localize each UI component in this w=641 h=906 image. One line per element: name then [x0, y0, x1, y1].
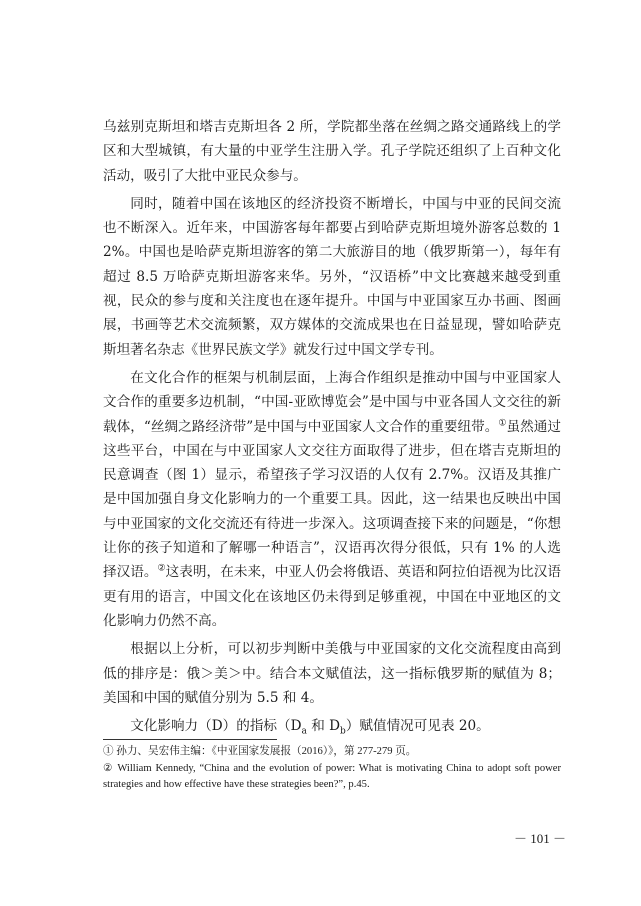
- paragraph-text: ）赋值情况可见表 20。: [345, 718, 490, 735]
- paragraph-text: 乌兹别克斯坦和塔吉克斯坦各 2 所，学院都坐落在丝绸之路交通路线上的学区和大型城镇，有大量的中亚学生注册入学。孔子学院还组织了上百种文化活动，吸引了大批中亚民众参与。: [103, 119, 561, 184]
- subscript: a: [301, 726, 307, 737]
- paragraph-text: 根据以上分析，可以初步判断中美俄与中亚国家的文化交流程度由高到低的排序是：俄＞美＞中。结合本文赋值法，这一指标俄罗斯的赋值为 8；美国和中国的赋值分别为 5.5 和 4。: [103, 641, 561, 706]
- paragraph-text: 这表明，在未来，中亚人仍会将俄语、英语和阿拉伯语视为比汉语更有用的语言，中国文化在该地区仍未得到足够重视，中国在中亚地区的文化影响力仍然不高。: [103, 564, 561, 629]
- page-number: － 101 －: [513, 831, 566, 846]
- subscript: b: [340, 726, 346, 737]
- footnote-ref: ①: [498, 418, 507, 429]
- paragraph-text: 文化影响力（D）的指标（D: [130, 718, 302, 735]
- paragraph-text: 在文化合作的框架与机制层面，上海合作组织是推动中国与中亚国家人文合作的重要多边机制，“中国-亚欧博览会”是中国与中亚各国人文交往的新载体，“丝绸之路经济带”是中国与中亚国家人文合作的重要纽带。: [103, 369, 561, 435]
- footnote-2: ② William Kennedy, “China and the evolution of power: What is motivating China to adopt soft power strategies and how effective have these strategies been?”, p.45.: [103, 762, 561, 790]
- paragraph-text: 同时，随着中国在该地区的经济投资不断增长，中国与中亚的民间交流也不断深入。近年来，中国游客每年都要占到哈萨克斯坦境外游客总数的 12%。中国也是哈萨克斯坦游客的第二大旅游目的地（俄罗斯第一），每年有超过 8.5 万哈萨克斯坦游客来华。另外，“汉语桥”中文比赛越来越受到重视，民众的参与度和关注度也在逐年提升。中国与中亚国家互办书画、图画展，书画等艺术交流频繁，双方媒体的交流成果也在日益显现，譬如哈萨克斯坦著名杂志《世界民族文学》就发行过中国文学专刊。: [103, 195, 561, 358]
- body-text: [103, 115, 561, 748]
- paragraph-4: [103, 637, 561, 710]
- footnote-separator: [103, 739, 277, 740]
- paragraph-text: 和 D: [306, 718, 341, 735]
- footnote-1: ① 孙力、吴宏伟主编：《中亚国家发展报（2016）》，第 277-279 页。: [103, 746, 417, 757]
- footnotes: [103, 744, 561, 794]
- paragraph-1: [103, 115, 561, 188]
- paragraph-2: [103, 192, 561, 362]
- footnote-ref: ②: [157, 563, 166, 574]
- paragraph-text: 虽然通过这些平台，中国在与中亚国家人文交往方面取得了进步，但在塔吉克斯坦的民意调查（图 1）显示，希望孩子学习汉语的人仅有 2.7%。汉语及其推广是中国加强自身文化影响力的一个重要工具。因此，这一结果也反映出中国与中亚国家的文化交流还有待进一步深入。这项调查接下来的问题是，“你想让你的孩子知道和了解哪一种语言”，汉语再次得分很低，只有 1% 的人选择汉语。: [103, 418, 561, 581]
- paragraph-3: [103, 366, 561, 633]
